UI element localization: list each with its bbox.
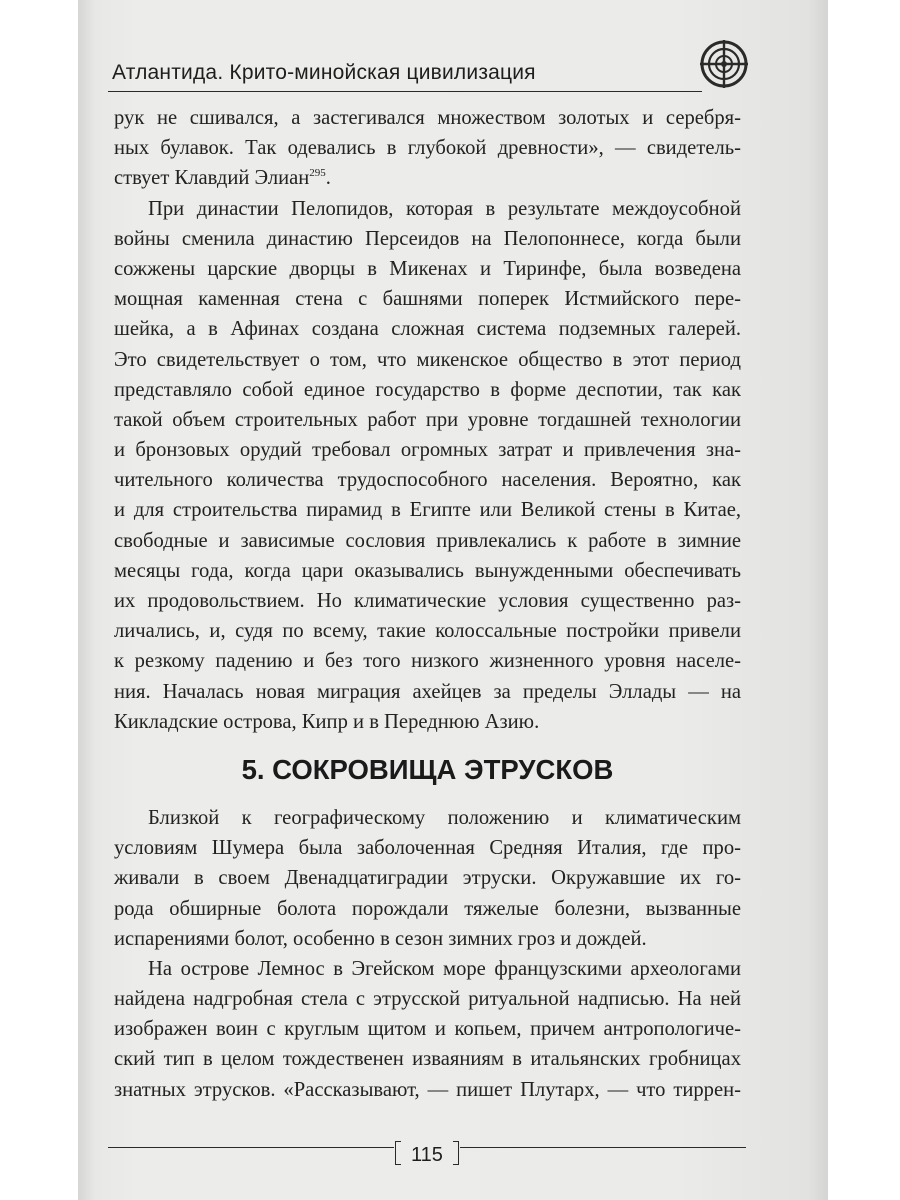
text-line: найдена надгробная стела с этрусской ритуальной надписью. На ней bbox=[114, 988, 741, 1011]
text-line: к резкому падению и без того низкого жизненного уровня населе- bbox=[114, 650, 741, 673]
footnote-ref: 295 bbox=[309, 167, 326, 180]
text-line: Кикладские острова, Кипр и в Переднюю Азию. bbox=[114, 710, 540, 733]
text-line: свободные и зависимые сословия привлекались к работе в зимние bbox=[114, 529, 741, 552]
text-line: чительного количества трудоспособного населения. Вероятно, как bbox=[114, 469, 741, 492]
text-line: такой объем строительных работ при уровне тогдашней технологии bbox=[114, 408, 741, 431]
text-fragment: . bbox=[325, 167, 331, 190]
text-line: испарениями болот, особенно в сезон зимних гроз и дождей. bbox=[114, 927, 647, 950]
text-fragment: ствует Клавдий Элиан bbox=[114, 167, 310, 190]
text-line: Это свидетельствует о том, что микенское общество в этот период bbox=[114, 348, 741, 371]
text-line: и бронзовых орудий требовал огромных затрат и привлечения зна- bbox=[114, 439, 741, 462]
text-line: изображен воин с круглым щитом и копьем, причем антропологиче- bbox=[114, 1018, 741, 1041]
target-emblem-icon bbox=[699, 39, 749, 89]
page-number: 115 bbox=[411, 1143, 443, 1166]
text-line: рода обширные болота порождали тяжелые болезни, вызванные bbox=[114, 897, 741, 920]
text-line: рук не сшивался, а застегивался множеством золотых и серебря- bbox=[114, 107, 741, 129]
header-rule bbox=[108, 91, 702, 92]
text-line: При династии Пелопидов, которая в результате междоусобной bbox=[148, 197, 741, 220]
text-line: ский тип в целом тождественен изваяниям в итальянских гробницах bbox=[114, 1048, 741, 1071]
running-header bbox=[108, 55, 708, 95]
text-line: войны сменила династию Персеидов на Пелопоннесе, когда были bbox=[114, 227, 741, 250]
text-line: На острове Лемнос в Эгейском море французскими археологами bbox=[148, 957, 741, 980]
text-line: их продовольствием. Но климатические условия существенно раз- bbox=[114, 590, 741, 612]
text-line: мощная каменная стена с башнями поперек Истмийского пере- bbox=[114, 288, 741, 311]
text-line: ных булавок. Так одевались в глубокой древности», — свидетель- bbox=[114, 137, 741, 160]
main-text bbox=[114, 103, 741, 1105]
paragraph-lemnos-stele bbox=[114, 954, 741, 1105]
text-line: знатных этрусков. «Рассказывают, — пишет Плутарх, — что тиррен- bbox=[114, 1078, 741, 1101]
footer-rule-left bbox=[108, 1147, 394, 1148]
text-line: живали в своем Двенадцатиградии этруски. Окружавшие их го- bbox=[114, 867, 741, 890]
text-line: шейка, а в Афинах создана сложная система подземных галерей. bbox=[114, 318, 741, 341]
paragraph-etruscans-geography bbox=[114, 803, 741, 954]
text-line: условиям Шумера была заболоченная Средняя Италия, где про- bbox=[114, 837, 741, 860]
text-line: Близкой к географическому положению и климатическим bbox=[148, 806, 741, 829]
text-line: месяцы года, когда цари оказывались вынужденными обеспечивать bbox=[114, 559, 741, 582]
footer-rule-right bbox=[460, 1147, 746, 1148]
text-line bbox=[114, 163, 741, 193]
text-line: представляло собой единое государство в форме деспотии, так как bbox=[114, 378, 741, 401]
page-number-box bbox=[395, 1135, 459, 1175]
running-header-title: Атлантида. Крито-минойская цивилизация bbox=[112, 61, 536, 84]
section-heading: 5. СОКРОВИЩА ЭТРУСКОВ bbox=[241, 753, 614, 785]
paragraph-pelopids bbox=[114, 194, 741, 737]
page-footer bbox=[108, 1135, 748, 1175]
text-line: и для строительства пирамид в Египте или Великой стены в Китае, bbox=[114, 499, 741, 522]
text-line: ния. Началась новая миграция ахейцев за пределы Эллады — на bbox=[114, 680, 741, 703]
text-line: личались, и, судя по всему, такие колоссальные постройки привели bbox=[114, 620, 741, 643]
text-line: сожжены царские дворцы в Микенах и Тиринфе, была возведена bbox=[114, 257, 741, 280]
paragraph-continued bbox=[114, 103, 741, 194]
